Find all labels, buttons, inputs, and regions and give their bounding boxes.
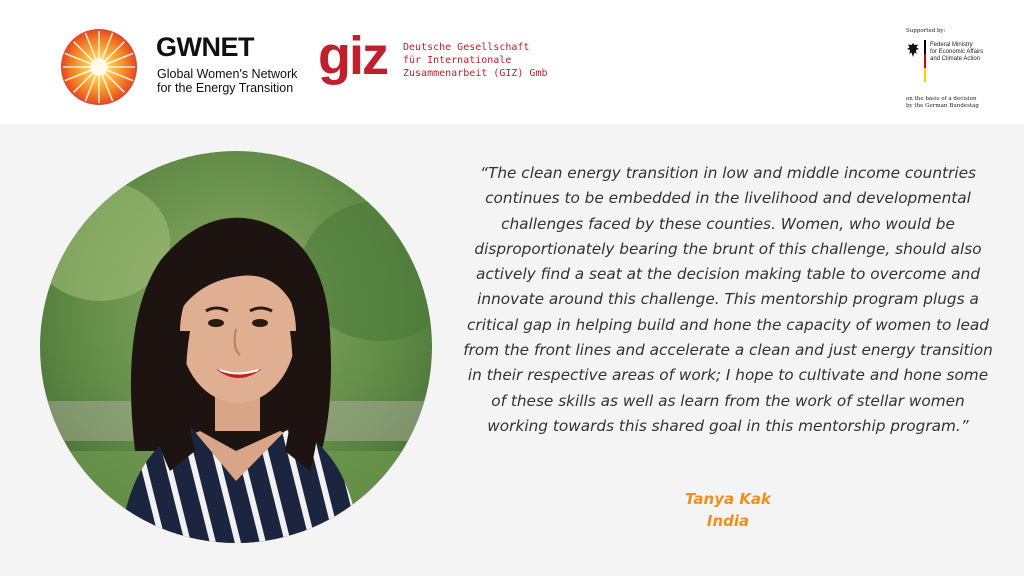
ministry-line1: Federal Ministry <box>930 42 973 48</box>
portrait-photo <box>40 151 432 543</box>
author-country: India <box>706 512 750 530</box>
bundestag-note <box>906 96 979 110</box>
ministry-name <box>930 42 983 63</box>
portrait-illustration <box>40 151 432 543</box>
giz-organization-name <box>403 41 548 80</box>
giz-logo-text: giz <box>318 28 387 86</box>
giz-logo-icon <box>318 28 398 92</box>
ministry-line2: for Economic Affairs <box>930 49 984 55</box>
testimonial-author <box>462 488 994 532</box>
author-name: Tanya Kak <box>684 490 772 508</box>
gwnet-subtitle <box>157 67 297 95</box>
giz-line1: Deutsche Gesellschaft <box>403 42 530 53</box>
gwnet-subtitle-line2: for the Energy Transition <box>157 81 294 95</box>
german-eagle-icon <box>906 42 920 58</box>
testimonial-quote: “The clean energy transition in low and middle income countries continues to be embedded in the livelihood and developmental challenges faced by these counties. Women, who would be disproportionately bearing the brunt of this challenge, should also actively find a seat at the decision making table to overcome and innovate around this challenge. This mentorship program plugs a critical gap in helping build and hone the capacity of women to lead from the front lines and accelerate a clean and just energy transition in their respective areas of work; I hope to cultivate and hone some of these skills as well as learn from the work of stellar women working towards this shared goal in this mentorship program.” <box>463 164 993 435</box>
giz-line2: für Internationale <box>403 55 512 66</box>
supported-by-label: Supported by: <box>906 28 946 34</box>
gwnet-brand-name: GWNET <box>156 32 254 62</box>
german-flag-icon <box>924 40 926 82</box>
bundestag-line1: on the basis of a decision <box>906 96 977 102</box>
header-bar <box>0 0 1024 124</box>
giz-line3: Zusammenarbeit (GIZ) Gmb <box>403 68 548 79</box>
ministry-line3: and Climate Action <box>930 56 981 62</box>
bundestag-line2: by the German Bundestag <box>906 103 979 109</box>
gwnet-sun-logo-icon <box>60 28 138 106</box>
gwnet-subtitle-line1: Global Women's Network <box>157 67 298 81</box>
